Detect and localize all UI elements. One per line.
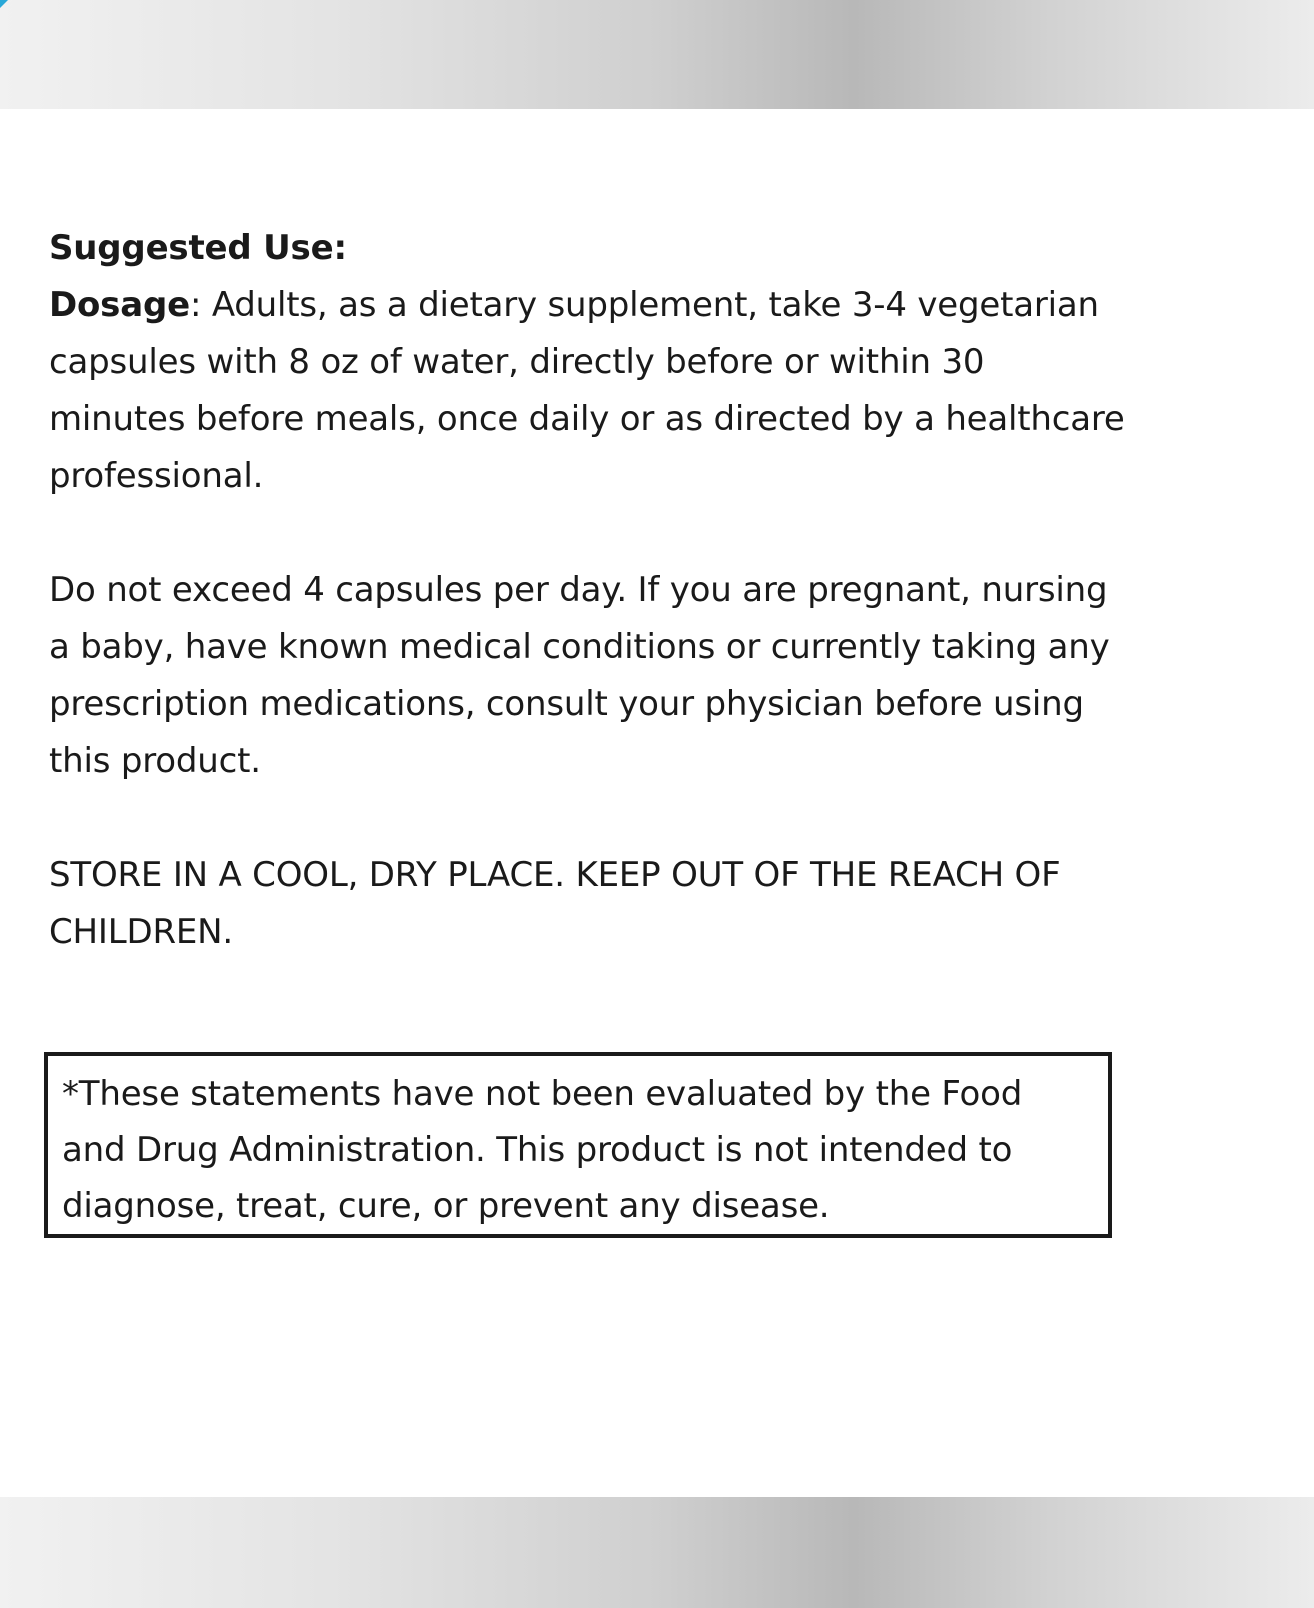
top-gradient-band <box>0 0 1314 109</box>
bottom-gradient-band <box>0 1497 1314 1608</box>
warning-paragraph: Do not exceed 4 capsules per day. If you are pregnant, nursing a baby, have known medical conditions or currently taking any prescription medications, consult your physician before using this product. <box>49 570 1110 781</box>
suggested-use-heading: Suggested Use: <box>49 228 347 268</box>
dosage-paragraph <box>49 277 1129 505</box>
fda-disclaimer-box <box>44 1052 1112 1238</box>
dosage-label: Dosage <box>49 285 190 325</box>
fda-disclaimer-text: *These statements have not been evaluated by the Food and Drug Administration. This product is not intended to diagnose, treat, cure, or prevent any disease. <box>62 1074 1023 1226</box>
storage-paragraph: STORE IN A COOL, DRY PLACE. KEEP OUT OF THE REACH OF CHILDREN. <box>49 855 1061 952</box>
corner-accent <box>0 0 8 8</box>
label-text-body <box>49 220 1129 961</box>
dosage-text: : Adults, as a dietary supplement, take 3-4 vegetarian capsules with 8 oz of water, directly before or within 30 minutes before meals, once daily or as directed by a healthcare professional. <box>49 285 1125 496</box>
